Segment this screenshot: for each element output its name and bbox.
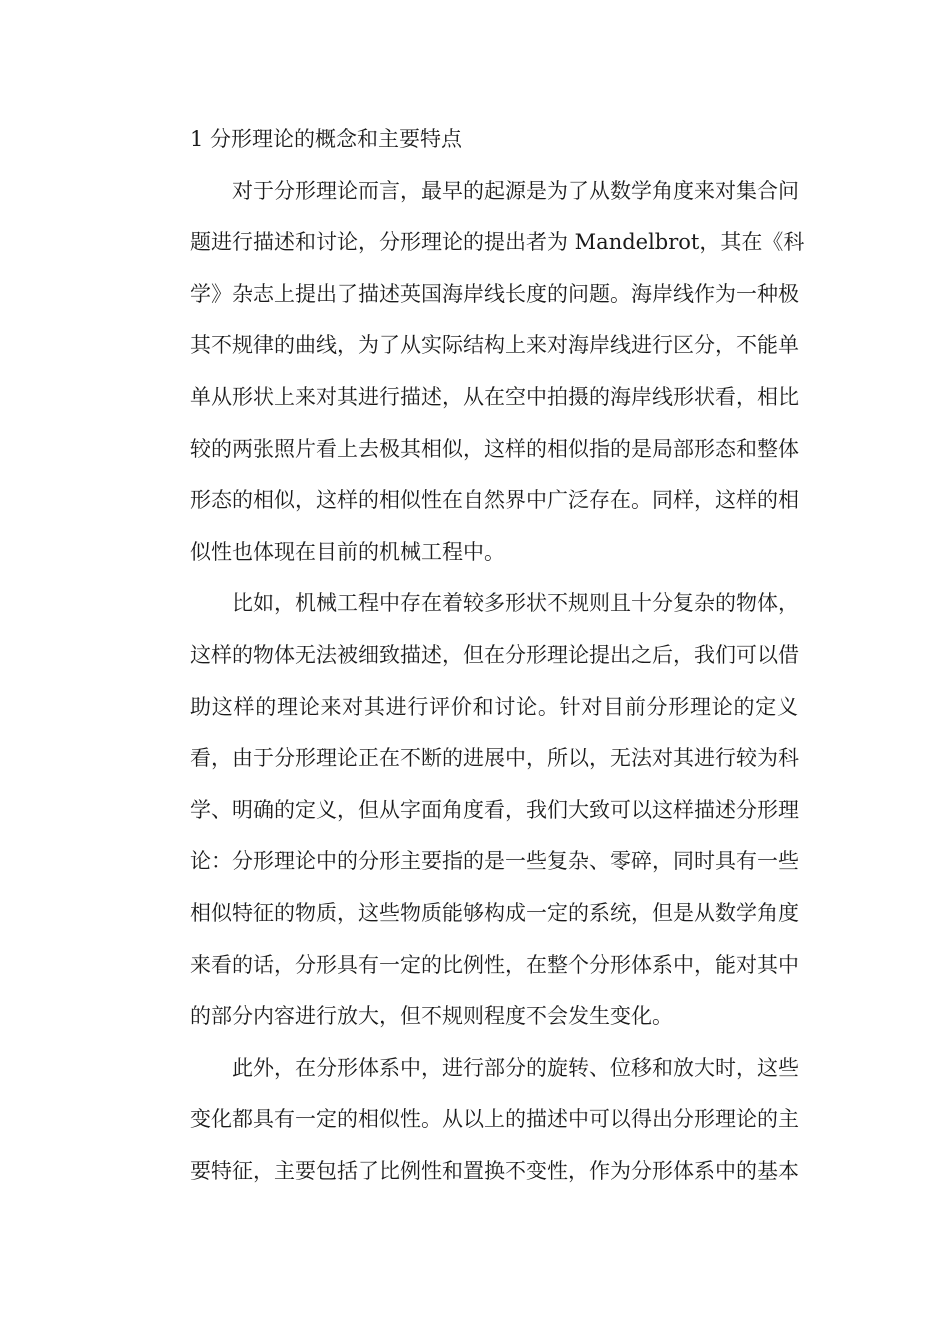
text-line: 较的两张照片看上去极其相似，这样的相似指的是局部形态和整体 xyxy=(190,436,799,461)
document-body xyxy=(148,114,805,1197)
text-line: 助这样的理论来对其进行评价和讨论。针对目前分形理论的定义 xyxy=(190,694,798,719)
section-heading: 1 分形理论的概念和主要特点 xyxy=(190,127,463,151)
text-line: 题进行描述和讨论，分形理论的提出者为 Mandelbrot，其在《科 xyxy=(190,230,805,255)
text-line: 学》杂志上提出了描述英国海岸线长度的问题。海岸线作为一种极 xyxy=(190,281,799,306)
text-line: 来看的话，分形具有一定的比例性，在整个分形体系中，能对其中 xyxy=(190,952,799,977)
text-line: 这样的物体无法被细致描述，但在分形理论提出之后，我们可以借 xyxy=(190,642,799,667)
text-line: 此外，在分形体系中，进行部分的旋转、位移和放大时，这些 xyxy=(232,1055,799,1080)
text-line: 论：分形理论中的分形主要指的是一些复杂、零碎，同时具有一些 xyxy=(190,849,799,874)
paragraph-2 xyxy=(148,578,798,1042)
text-line: 要特征，主要包括了比例性和置换不变性，作为分形体系中的基本 xyxy=(190,1158,799,1183)
text-line: 似性也体现在目前的机械工程中。 xyxy=(190,539,505,564)
paragraph-1 xyxy=(148,166,805,579)
paragraph-3 xyxy=(148,1043,798,1198)
text-line: 形态的相似，这样的相似性在自然界中广泛存在。同样，这样的相 xyxy=(190,488,799,513)
text-line: 看，由于分形理论正在不断的进展中，所以，无法对其进行较为科 xyxy=(190,746,799,771)
text-line: 相似特征的物质，这些物质能够构成一定的系统，但是从数学角度 xyxy=(190,900,799,925)
text-line: 对于分形理论而言，最早的起源是为了从数学角度来对集合问 xyxy=(232,178,799,203)
text-line: 其不规律的曲线，为了从实际结构上来对海岸线进行区分，不能单 xyxy=(190,333,799,358)
text-line: 学、明确的定义，但从字面角度看，我们大致可以这样描述分形理 xyxy=(190,797,799,822)
text-line: 的部分内容进行放大，但不规则程度不会发生变化。 xyxy=(190,1004,673,1029)
text-line: 比如，机械工程中存在着较多形状不规则且十分复杂的物体， xyxy=(232,591,799,616)
text-line: 变化都具有一定的相似性。从以上的描述中可以得出分形理论的主 xyxy=(190,1107,799,1132)
text-line: 单从形状上来对其进行描述，从在空中拍摄的海岸线形状看，相比 xyxy=(190,384,799,409)
